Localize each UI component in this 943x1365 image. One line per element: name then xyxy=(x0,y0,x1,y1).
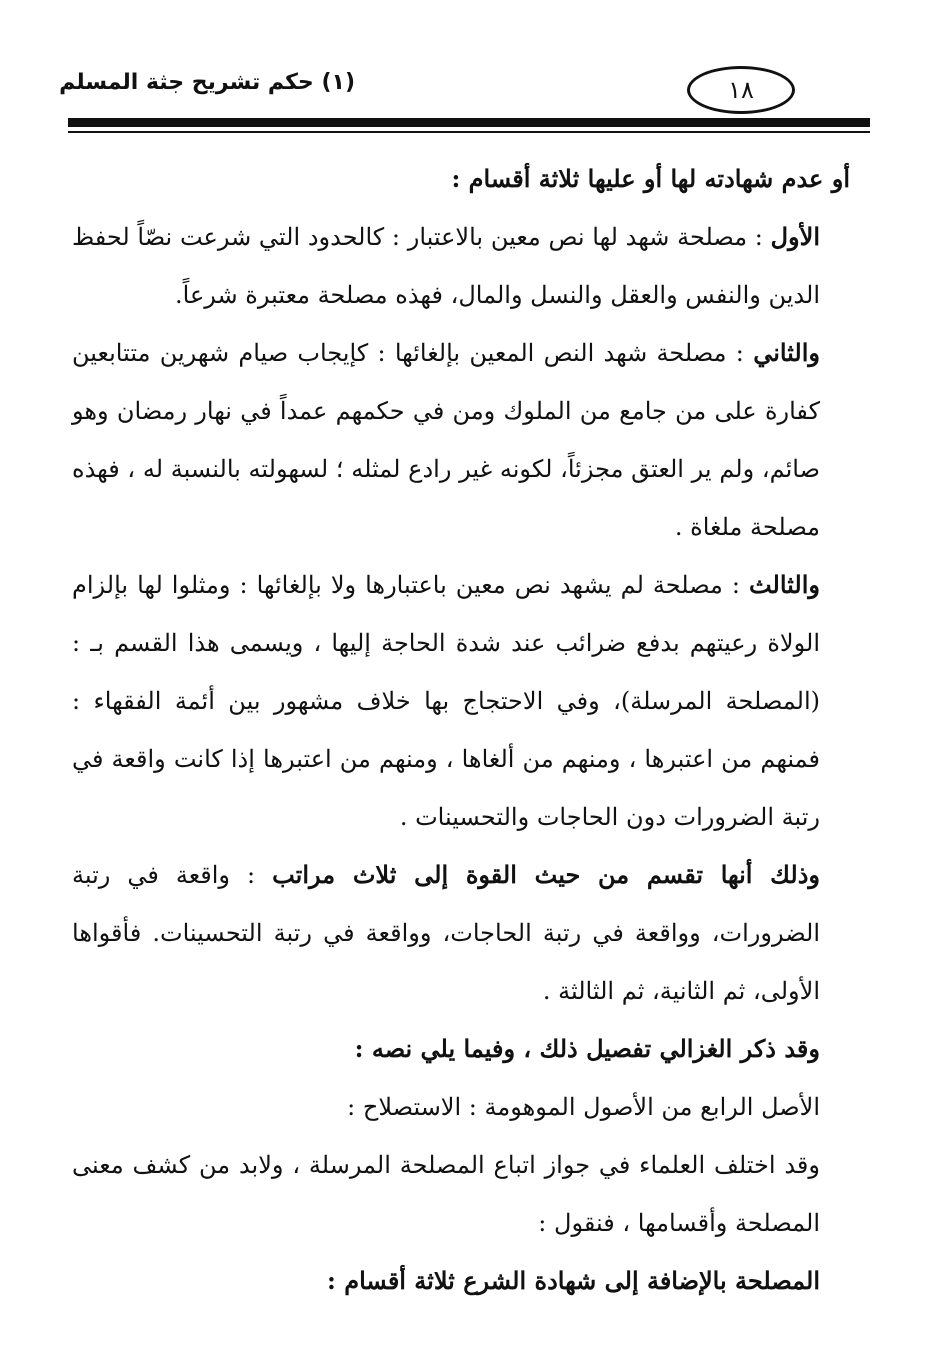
header-rule-thin xyxy=(68,131,870,133)
page-number: ١٨ xyxy=(687,66,795,114)
paragraph-text: أو عدم شهادته لها أو عليها ثلاثة أقسام : xyxy=(451,164,850,193)
paragraph-lead: المصلحة بالإضافة إلى شهادة الشرع ثلاثة أقسام : xyxy=(327,1266,820,1295)
paragraph xyxy=(72,150,850,208)
paragraph-text: الأصل الرابع من الأصول الموهومة : الاستصلاح : xyxy=(347,1093,820,1121)
paragraph xyxy=(72,556,850,846)
page-header xyxy=(60,60,870,135)
paragraph-lead: الأول xyxy=(770,222,820,251)
paragraph xyxy=(72,846,850,1020)
paragraph-lead: والثالث xyxy=(748,570,820,599)
paragraph xyxy=(72,324,850,556)
running-title: (١) حكم تشريح جثة المسلم xyxy=(59,70,355,95)
paragraph-lead: وقد ذكر الغزالي تفصيل ذلك ، وفيما يلي نصه : xyxy=(354,1034,820,1063)
paragraph-text: : مصلحة لم يشهد نص معين باعتبارها ولا بإلغائها : ومثلوا لها بإلزام الولاة رعيتهم بدفع ضرائب عند شدة الحاجة إليها ، ويسمى هذا القسم بـ :(المصلحة المرسلة)، وفي الاحتجاج بها خلاف مشهور بين أئمة الفقهاء : فمنهم من اعتبرها ، ومنهم من ألغاها ، ومنهم من اعتبرها إذا كانت واقعة في رتبة الضرورات دون الحاجات والتحسينات . xyxy=(72,571,821,831)
paragraph xyxy=(72,1136,850,1252)
paragraph xyxy=(72,1078,850,1136)
paragraph xyxy=(72,1252,850,1310)
page-body xyxy=(72,150,850,1310)
paragraph-text: : مصلحة شهد النص المعين بإلغائها : كإيجاب صيام شهرين متتابعين كفارة على من جامع من الملوك ومن في حكمهم عمداً في نهار رمضان وهو صائم، ولم ير العتق مجزئاً، لكونه غير رادع لمثله ؛ لسهولته بالنسبة له ، فهذه مصلحة ملغاة . xyxy=(72,339,820,541)
paragraph-lead: وذلك أنها تقسم من حيث القوة إلى ثلاث مراتب xyxy=(272,860,820,889)
paragraph xyxy=(72,1020,850,1078)
paragraph-text: : مصلحة شهد لها نص معين بالاعتبار : كالحدود التي شرعت نصّاً لحفظ الدين والنفس والعقل والنسل والمال، فهذه مصلحة معتبرة شرعاً. xyxy=(72,223,820,309)
paragraph-lead: والثاني xyxy=(753,338,820,367)
paragraph xyxy=(72,208,850,324)
paragraph-text: : واقعة في رتبة الضرورات، وواقعة في رتبة الحاجات، وواقعة في رتبة التحسينات. فأقواها الأولى، ثم الثانية، ثم الثالثة . xyxy=(72,861,820,1005)
paragraph-text: وقد اختلف العلماء في جواز اتباع المصلحة المرسلة ، ولابد من كشف معنى المصلحة وأقسامها ، فنقول : xyxy=(72,1151,820,1237)
header-rule-thick xyxy=(68,118,870,127)
